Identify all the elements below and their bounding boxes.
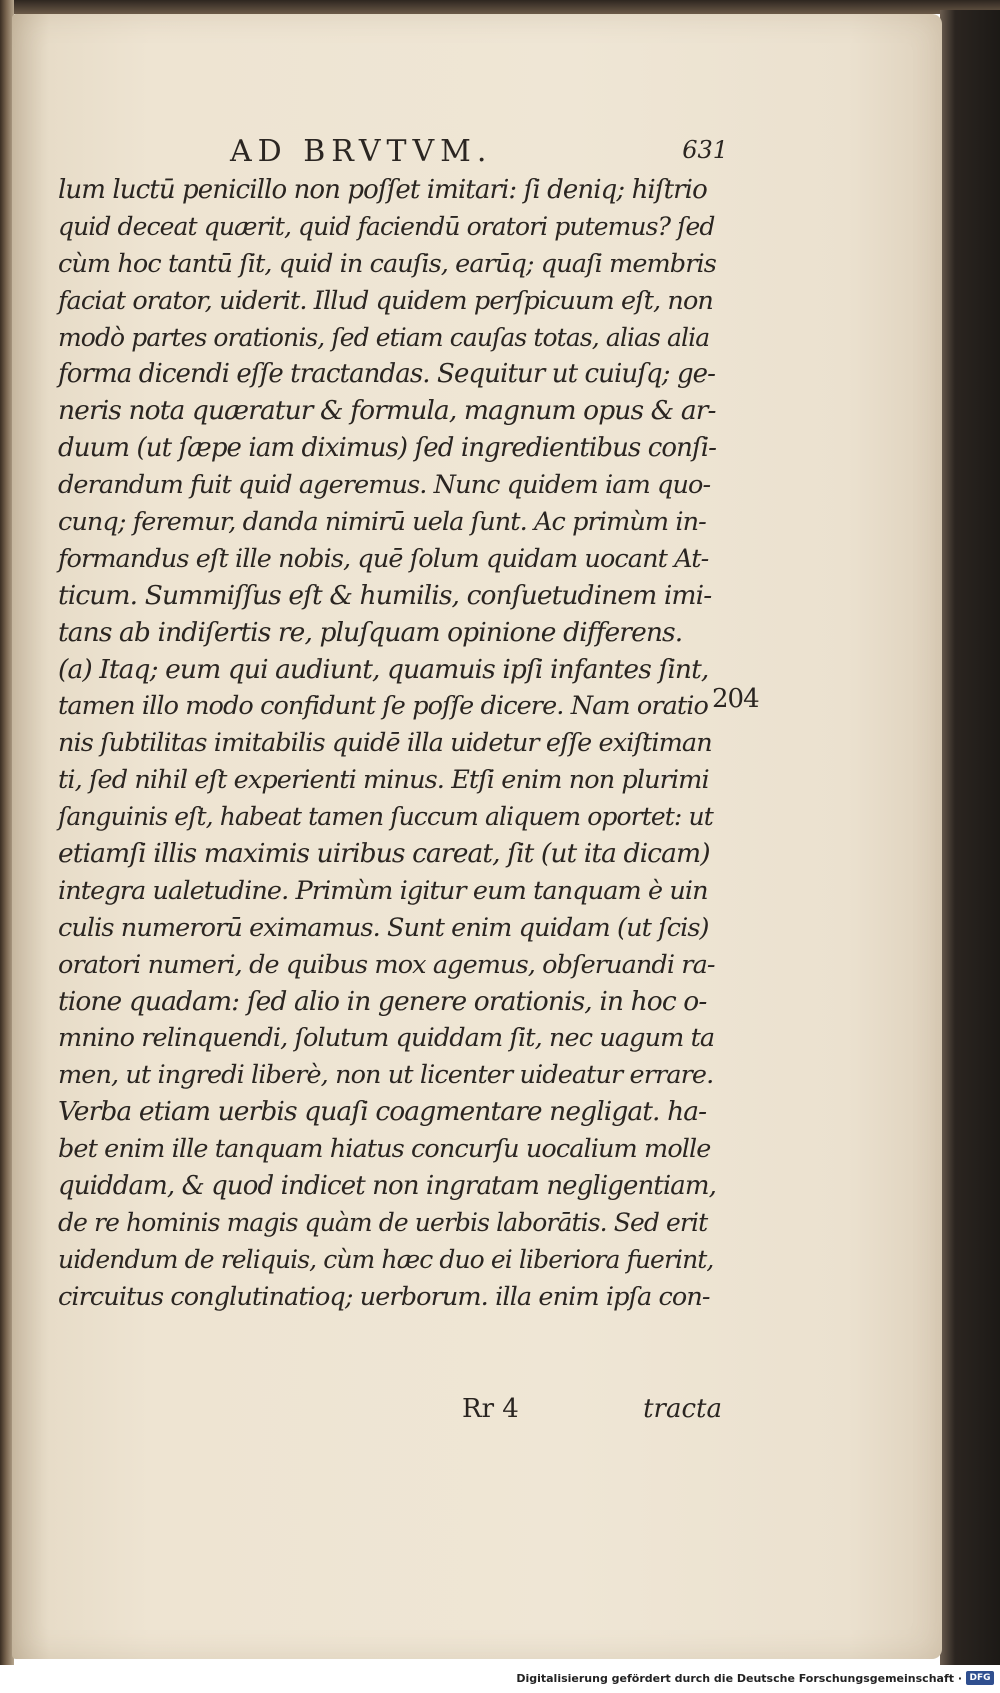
page-header bbox=[62, 134, 728, 174]
text-line: tans ab indiſertis re, pluſquam opinione differens. bbox=[58, 616, 683, 648]
paper-leaf bbox=[12, 14, 942, 1659]
text-line: cunq; feremur, danda nimirū uela ſunt. Ac primùm in- bbox=[58, 507, 706, 538]
catchword: tracta bbox=[643, 1394, 722, 1424]
text-line: etiamſi illis maximis uiribus careat, ſit (ut ita dicam) bbox=[58, 838, 710, 870]
signature-mark: Rr 4 bbox=[462, 1394, 519, 1424]
margin-note: 204 bbox=[712, 684, 759, 714]
text-line: culis numerorū eximamus. Sunt enim quidam (ut ſcis) bbox=[58, 912, 709, 943]
text-line: forma dicendi eſſe tractandas. Sequitur ut cuiuſq; ge- bbox=[58, 359, 716, 390]
text-line: ti, ſed nihil eſt experienti minus. Etſi enim non plurimi bbox=[58, 765, 709, 796]
text-line: modò partes orationis, ſed etiam cauſas totas, alias alia bbox=[58, 322, 710, 352]
text-line: duum (ut ſæpe iam diximus) ſed ingredientibus conſi- bbox=[58, 433, 717, 464]
page-footer bbox=[62, 1394, 722, 1434]
text-line: circuitus conglutinatioq; uerborum. illa enim ipſa con- bbox=[58, 1281, 710, 1312]
text-line: Verba etiam uerbis quaſi coagmentare negligat. ha- bbox=[58, 1096, 707, 1128]
text-line: ticum. Summiſſus eſt & humilis, conſuetudinem imi- bbox=[58, 579, 712, 611]
text-line: neris nota quæratur & formula, magnum opus & ar- bbox=[58, 395, 716, 427]
text-line: formandus eſt ille nobis, quē ſolum quidam uocant At- bbox=[58, 543, 709, 574]
text-line: nis ſubtilitas imitabilis quidē illa uidetur eſſe exiſtiman bbox=[58, 728, 712, 759]
text-line: cùm hoc tantū ſit, quid in cauſis, earūq; quaſi membris bbox=[58, 248, 716, 279]
page-number: 631 bbox=[682, 136, 728, 164]
text-line: bet enim ille tanquam hiatus concurſu uocalium molle bbox=[58, 1134, 711, 1165]
running-head: AD BRVTVM. bbox=[230, 134, 493, 169]
dfg-logo-icon: DFG bbox=[966, 1671, 994, 1685]
text-line: (a) Itaq; eum qui audiunt, quamuis ipſi infantes ſint, bbox=[58, 653, 709, 685]
body-text bbox=[58, 172, 718, 1316]
text-line: oratori numeri, de quibus mox agemus, obſeruandi ra- bbox=[58, 949, 715, 980]
text-line: mnino relinquendi, ſolutum quiddam ſit, nec uagum ta bbox=[58, 1023, 715, 1054]
text-line: lum luctū penicillo non poſſet imitari: ſi deniq; hiſtrio bbox=[58, 175, 707, 205]
text-line: uidendum de reliquis, cùm hæc duo ei liberiora fuerint, bbox=[58, 1244, 714, 1274]
text-line: tione quadam: ſed alio in genere orationis, in hoc o- bbox=[58, 985, 707, 1017]
text-line: men, ut ingredi liberè, non ut licenter uideatur errare. bbox=[58, 1060, 714, 1091]
text-line: derandum fuit quid ageremus. Nunc quidem iam quo- bbox=[58, 470, 711, 501]
text-line: quid deceat quærit, quid faciendū oratori putemus? ſed bbox=[58, 211, 715, 241]
background-right bbox=[940, 10, 1000, 1665]
binding-top-edge bbox=[0, 0, 1000, 14]
funding-credit: Digitalisierung gefördert durch die Deutsche Forschungsgemeinschaft · bbox=[516, 1672, 962, 1685]
text-line: de re hominis magis quàm de uerbis laborātis. Sed erit bbox=[58, 1207, 708, 1237]
text-line: quiddam, & quod indicet non ingratam negligentiam, bbox=[58, 1171, 716, 1202]
text-line: integra ualetudine. Primùm igitur eum tanquam è uin bbox=[58, 875, 708, 906]
digitization-footer bbox=[0, 1665, 1000, 1693]
text-line: faciat orator, uiderit. Illud quidem perſpicuum eſt, non bbox=[58, 285, 713, 316]
text-line: tamen illo modo confidunt ſe poſſe dicere. Nam oratio bbox=[58, 691, 708, 722]
text-line: ſanguinis eſt, habeat tamen ſuccum aliquem oportet: ut bbox=[58, 802, 713, 832]
